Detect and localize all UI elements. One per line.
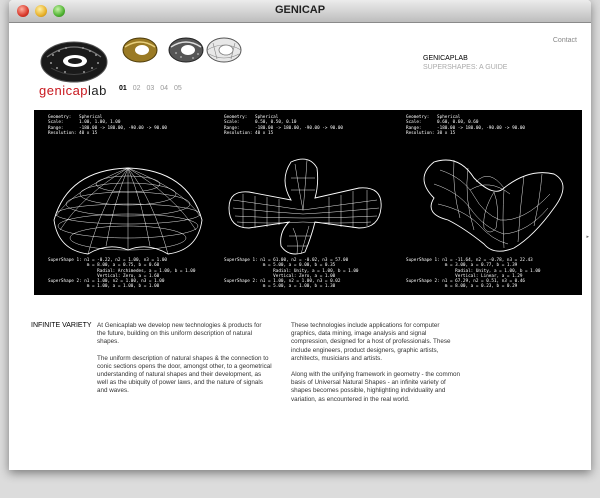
header-line: Range: -180.00 -> 180.00, -90.00 -> 90.00 [224,125,343,131]
formula-line: SuperShape 2: n1 = 1.00, n2 = 1.00, n3 = 1.00 [48,279,165,285]
intro-column-left [97,322,272,404]
wire-ring-shape-icon[interactable] [205,35,243,65]
contact-link[interactable]: Contact [552,37,577,44]
shape-2-parameters [224,115,343,136]
header-line: Resolution: 40 x 15 [48,130,98,136]
window-title: GENICAP [274,4,326,16]
formula-line: Vertical: Linear, a = 1.29 [406,273,523,279]
header-line: Geometry: Spherical [48,115,103,120]
formula-line: Radial: Unity, a = 1.00, b = 1.00 [224,268,359,274]
ring-shape-icon[interactable] [121,35,159,65]
page-content [9,23,591,470]
shape-3-wireframe [404,148,574,260]
header-line: Geometry: Spherical [224,115,279,120]
page-link-02[interactable]: 02 [132,85,141,92]
formula-line: m = 1.00, a = 1.00, b = 1.00 [48,284,160,290]
shape-1-formula [48,258,195,290]
header-line: Range: -180.00 -> 180.00, -90.00 -> 90.00 [406,125,525,131]
formula-line: m = 8.00, a = 0.23, b = 0.29 [406,284,518,290]
shape-1-wireframe [48,150,208,260]
page-link-05[interactable]: 05 [174,85,182,92]
header-line: Resolution: 30 x 15 [406,130,456,136]
header-line: Scale: 0.50, 0.50, 0.10 [224,120,297,126]
supershapes-panel [34,110,582,295]
page-pager [119,85,186,92]
formula-line: SuperShape 2: n1 = 67.29, n2 = 0.51, n3 = 0.46 [406,279,525,285]
formula-line: SuperShape 1: n1 = -0.22, n2 = 1.00, n3 = 1.00 [48,258,167,263]
section-heading: INFINITE VARIETY [31,322,92,329]
page-link-04[interactable]: 04 [160,85,169,92]
formula-line: SuperShape 1: n1 = 61.00, n2 = -0.02, n3 = 57.00 [224,258,349,263]
formula-line: m = 8.00, a = 0.75, b = 0.60 [48,263,160,269]
title-bar [9,0,591,23]
header-line: Range: -180.00 -> 180.00, -90.00 -> 90.00 [48,125,167,131]
header-line: Resolution: 40 x 15 [224,130,274,136]
shape-1-parameters [48,115,167,136]
header-line: Scale: 1.00, 1.00, 1.00 [48,120,121,126]
site-subtitle: SUPERSHAPES: A GUIDE [423,64,508,71]
formula-line: Vertical: Zero, a = 1.00 [224,273,336,279]
formula-line: Radial: Unity, a = 1.00, b = 1.00 [406,268,541,274]
formula-line: m = 5.00, a = 0.00, b = 0.35 [224,263,336,269]
shape-2-wireframe [219,150,389,260]
chrome-ring-shape-icon[interactable] [167,35,205,65]
brand-wordmark[interactable]: genicaplab [39,83,107,98]
formula-line: Radial: Archimedes, a = 1.00, b = 1.00 [48,268,196,274]
formula-line: m = 5.00, a = 1.00, b = 1.30 [224,284,336,290]
formula-line: m = 3.00, a = 0.77, b = 1.39 [406,263,518,269]
formula-line: SuperShape 2: n1 = 1.00, n2 = 1.00, n3 = 0.02 [224,279,341,285]
formula-line: Vertical: Zero, a = 1.60 [48,273,160,279]
paragraph: At Genicaplab we develop new technologies & products for the future, building on this uniform description of natural shapes. [97,322,262,346]
scroll-arrow-icon[interactable]: ▸ [586,234,589,240]
shape-3-parameters [406,115,525,136]
genicap-logo-icon [39,35,109,85]
site-title: GENICAPLAB [423,55,468,62]
paragraph: Along with the unifying framework in geometry - the common basis of Universal Natural Shapes - an infinite variety of shapes becomes possible, highlighting individuality and variation, as encountered in the real world. [291,371,461,403]
page-link-03[interactable]: 03 [146,85,155,92]
intro-column-right [291,322,461,412]
shape-2-formula [224,258,359,290]
header-line: Scale: 0.60, 0.60, 0.60 [406,120,479,126]
browser-window [9,0,591,470]
header-line: Geometry: Spherical [406,115,461,120]
shape-3-formula [406,258,541,290]
page-link-01[interactable]: 01 [119,85,127,92]
paragraph: The uniform description of natural shapes & the connection to conic sections opens the door, amongst other, to a geometrical understanding of natural shapes and their development, as well as the ubiquity of power laws, and the nature of signals and waves. [97,354,272,395]
paragraph: These technologies include applications for computer graphics, data mining, image analysis and signal compression, designed for a host of professionals. These include engineers, product designers, graphic artists, architects, musicians and artists. [291,322,451,362]
formula-line: SuperShape 1: n1 = -11.64, n2 = -0.78, n3 = 22.43 [406,258,533,263]
